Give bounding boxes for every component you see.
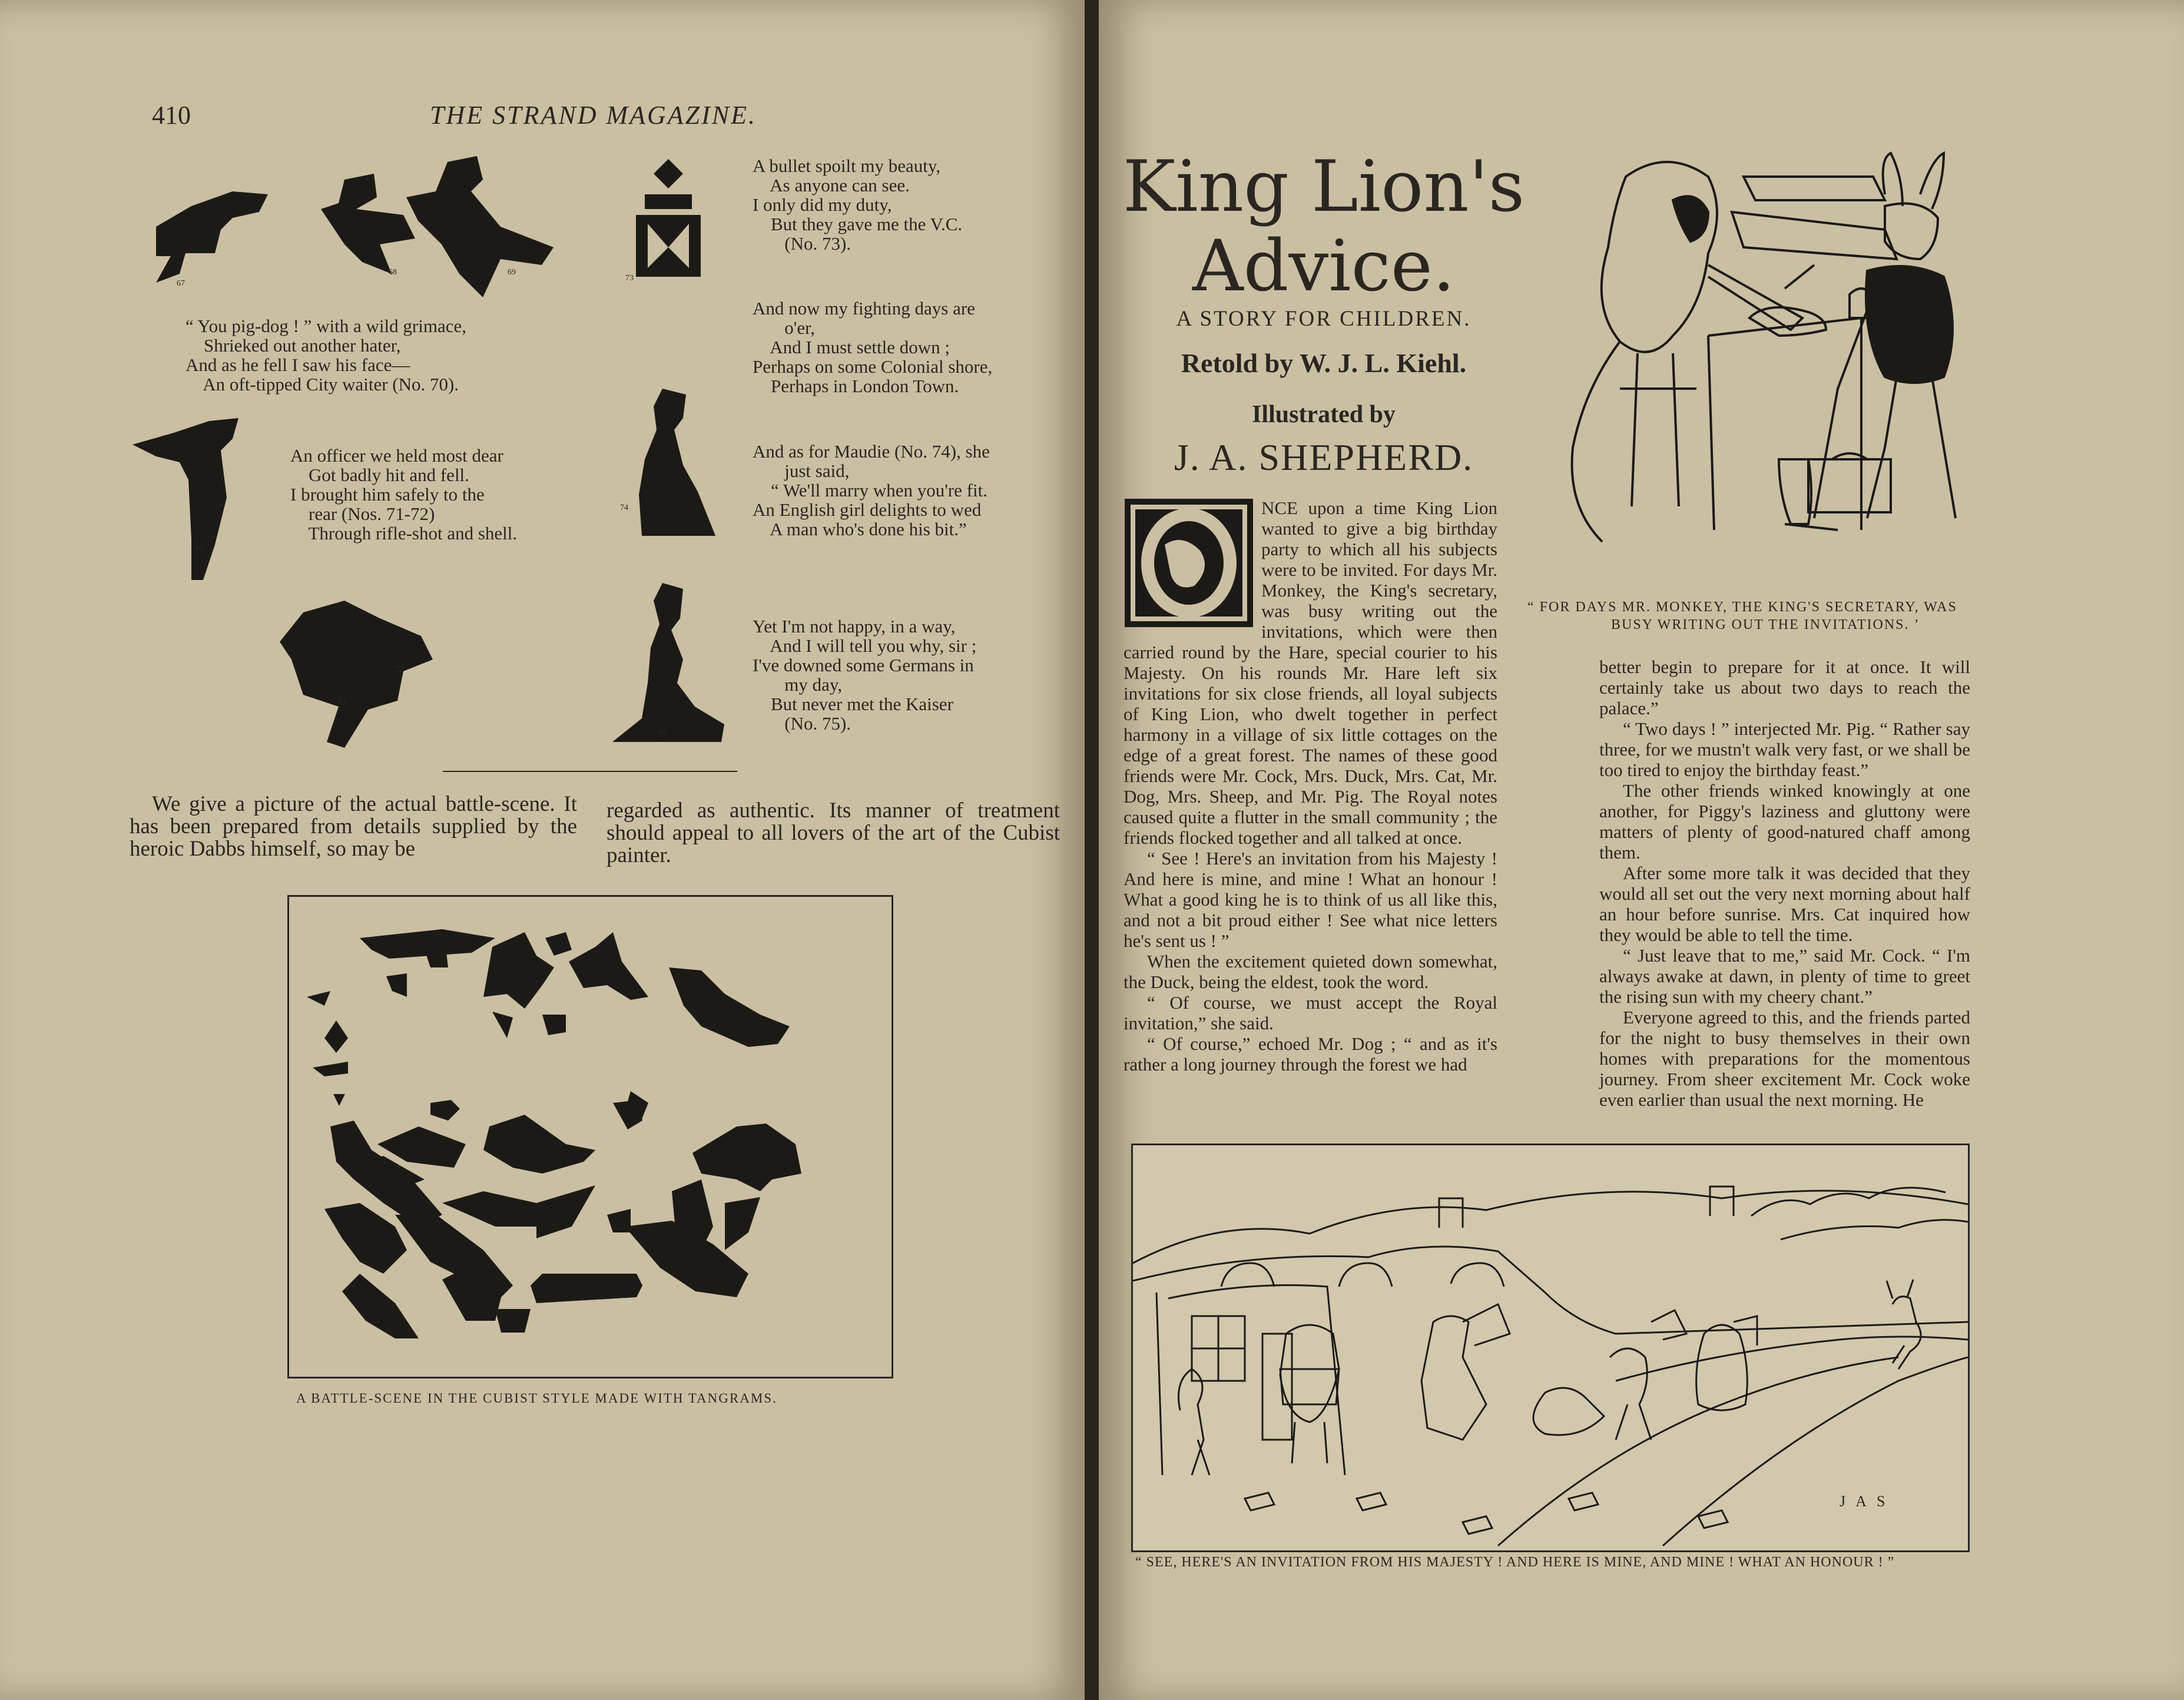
- battle-scene-illustration: [287, 895, 893, 1378]
- prose-column-left: We give a picture of the actual battle-scene. It has been prepared from details supplied by the heroic Dabbs himself, so may be: [130, 792, 577, 861]
- story-paragraph: After some more talk it was decided that they would all set out the very next morning about half an hour before sunrise. Mrs. Cat inquired how they would be able to tell the time.: [1599, 863, 1970, 945]
- illustrated-by-label: Illustrated by: [1252, 401, 1396, 428]
- story-paragraph: “ Of course,” echoed Mr. Dog ; “ and as it's rather a long journey through the forest we had: [1124, 1033, 1497, 1075]
- figure-number-68: 68: [389, 268, 397, 277]
- illustrator-name: J. A. SHEPHERD.: [1174, 436, 1474, 478]
- tangram-figure-70: [132, 409, 250, 580]
- story-paragraph: “ See ! Here's an invitation from his Majesty ! And here is mine, and mine ! What an honour ! What a good king he is to think of us all like this, and not a bit proud either ! See what nice letters he's sent us ! ”: [1124, 848, 1497, 951]
- right-page: [1099, 0, 2184, 1700]
- tangram-figure-67: [150, 185, 280, 291]
- story-column-1: [1124, 498, 1497, 1075]
- drop-cap-o-illustration: [1124, 498, 1254, 628]
- village-friends-illustration: [1131, 1144, 1970, 1552]
- figure-number-73: 73: [625, 274, 634, 283]
- artist-signature: J A S: [1840, 1493, 1889, 1510]
- verse-4: And now my fighting days are o'er, And I must settle down ; Perhaps on some Colonial shore, Perhaps in London Town.: [753, 298, 993, 396]
- story-paragraph: NCE upon a time King Lion wanted to give a big birthday party to which all his subjects were to be invited. For days Mr. Monkey, the King's secretary, was busy writing out the invitations, which were then carried round by the Hare, special courier to his Majesty. On his rounds Mr. Hare left six invitations for six close friends, all loyal subjects of King Lion, who dwelt together in perfect harmony in a village of six little cottages on the edge of a great forest. The names of these good friends were Mr. Cock, Mrs. Duck, Mrs. Cat, Mr. Dog, Mrs. Sheep, and Mr. Pig. The Royal notes caused quite a flutter in the small community ; the friends flocked together and all talked at once.: [1124, 498, 1497, 848]
- illustration-caption-top-line-1: “ FOR DAYS MR. MONKEY, THE KING'S SECRETARY, WAS: [1527, 599, 1957, 615]
- book-gutter: [1085, 0, 1099, 1700]
- story-title-line-2: Advice.: [1192, 226, 1455, 307]
- story-title-line-1: King Lion's: [1122, 146, 1525, 228]
- prose-column-right: regarded as authentic. Its manner of treatment should appeal to all lovers of the art of the Cubist painter.: [607, 798, 1060, 867]
- story-paragraph: Everyone agreed to this, and the friends parted for the night to busy themselves in their own homes with preparations for the momentous journey. From sheer excitement Mr. Cock woke even earlier than usual the next morning. He: [1599, 1007, 1970, 1110]
- verse-3: A bullet spoilt my beauty, As anyone can see. I only did my duty, But they gave me the V.C. (No. 73).: [753, 155, 963, 254]
- tangram-figure-69: [406, 156, 559, 303]
- page-number: 410: [152, 101, 191, 130]
- figure-number-72: 72: [393, 665, 402, 674]
- section-divider: [443, 771, 737, 772]
- story-column-2: [1599, 657, 1970, 1110]
- tangram-figure-75: [612, 583, 724, 745]
- figure-number-75: 75: [658, 730, 666, 739]
- figure-number-74: 74: [620, 503, 628, 512]
- retold-by: Retold by W. J. L. Kiehl.: [1181, 348, 1467, 378]
- figure-number-70: 70: [194, 545, 203, 554]
- running-title: THE STRAND MAGAZINE.: [430, 101, 757, 130]
- verse-5: And as for Maudie (No. 74), she just said, “ We'll marry when you're fit. An English girl delights to wed A man who's done his bit.”: [753, 441, 990, 539]
- verse-2: An officer we held most dear Got badly hit and fell. I brought him safely to the rear (Nos. 71-72) Through rifle-shot and shell.: [290, 445, 518, 544]
- story-paragraph: The other friends winked knowingly at one another, for Piggy's laziness and gluttony were matters of plenty of good-natured chaff among them.: [1599, 780, 1970, 863]
- left-page: [0, 0, 1085, 1700]
- illustration-caption-top-line-2: BUSY WRITING OUT THE INVITATIONS. ’: [1611, 617, 1920, 632]
- figure-number-67: 67: [177, 279, 185, 288]
- monkey-secretary-illustration: [1532, 141, 1985, 595]
- story-title: [1118, 147, 1530, 306]
- illustration-caption-bottom: “ SEE, HERE'S AN INVITATION FROM HIS MAJESTY ! AND HERE IS MINE, AND MINE ! WHAT AN HONOUR ! ”: [1135, 1555, 1895, 1570]
- story-subtitle: A STORY FOR CHILDREN.: [1176, 307, 1472, 331]
- story-paragraph: “ Just leave that to me,” said Mr. Cock. “ I'm always awake at dawn, in plenty of time to greet the rising sun with my cheery chant.”: [1599, 945, 1970, 1007]
- battle-scene-caption: A BATTLE-SCENE IN THE CUBIST STYLE MADE WITH TANGRAMS.: [296, 1391, 777, 1406]
- verse-1: “ You pig-dog ! ” with a wild grimace, Shrieked out another hater, And as he fell I saw his face— An oft-tipped City waiter (No. 70).: [185, 316, 466, 395]
- story-paragraph: “ Of course, we must accept the Royal invitation,” she said.: [1124, 992, 1497, 1033]
- figure-number-71: 71: [339, 698, 347, 707]
- story-paragraph: better begin to prepare for it at once. It will certainly take us about two days to reach the palace.”: [1599, 657, 1970, 718]
- verse-6: Yet I'm not happy, in a way, And I will tell you why, sir ; I've downed some Germans in my day, But never met the Kaiser (No. 75).: [753, 616, 977, 734]
- story-paragraph: “ Two days ! ” interjected Mr. Pig. “ Rather say three, for we mustn't walk very fast, or we shall be too tired to enjoy the birthday feast.”: [1599, 718, 1970, 780]
- tangram-figure-74: [627, 389, 715, 539]
- story-paragraph: When the excitement quieted down somewhat, the Duck, being the eldest, took the word.: [1124, 951, 1497, 992]
- tangram-figure-73: [630, 159, 707, 286]
- tangram-figure-71-72: [280, 595, 433, 754]
- figure-number-69: 69: [508, 268, 516, 277]
